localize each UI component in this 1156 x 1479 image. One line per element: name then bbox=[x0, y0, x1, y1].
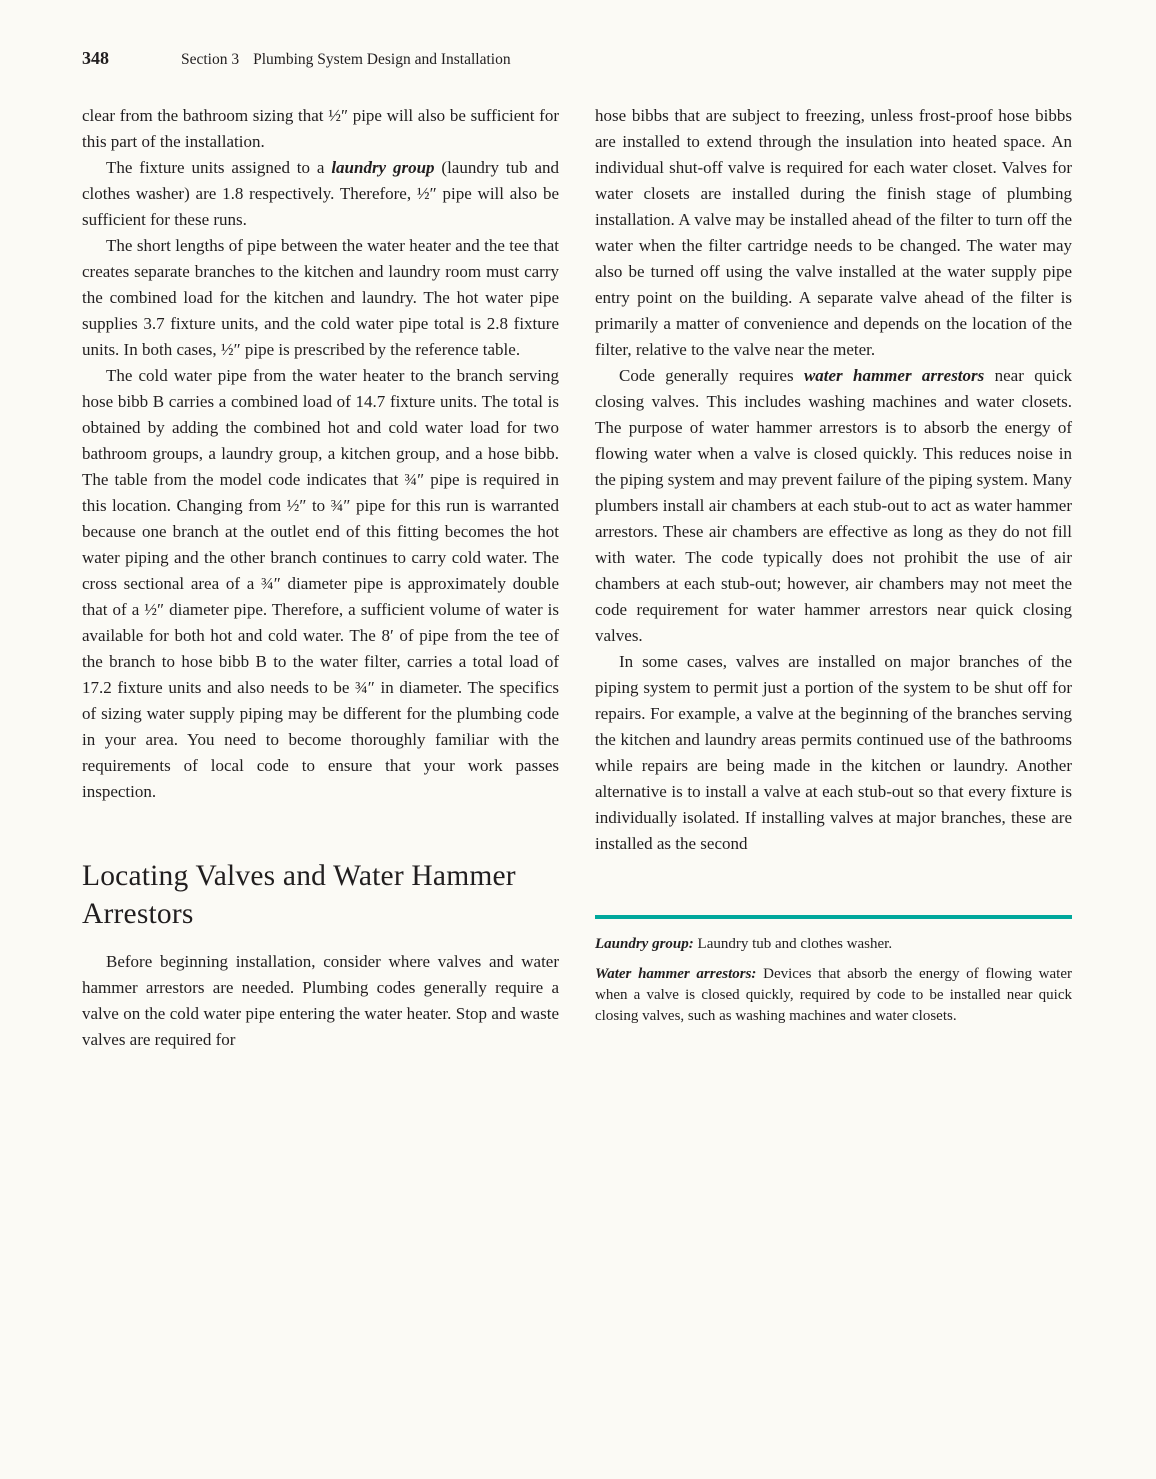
definition-text: Laundry tub and clothes washer. bbox=[693, 936, 893, 952]
paragraph: Before beginning installation, consider where valves and water hammer arrestors are needed. Plumbing codes generally require a valve on the cold water pipe entering the water heater. Stop and waste valves are required for bbox=[82, 952, 559, 1049]
laundry-group-term: laundry group bbox=[331, 158, 435, 177]
page-header bbox=[0, 0, 1156, 69]
page-number: 348 bbox=[82, 48, 109, 68]
two-column-body bbox=[82, 103, 1072, 1053]
text-run: (laundry tub and clothes washer) are 1.8 respectively. Therefore, ½″ pipe will also be sufficient for these runs. bbox=[82, 158, 559, 229]
definitions-box bbox=[595, 915, 1072, 1027]
left-column bbox=[82, 103, 559, 1053]
definition-item bbox=[595, 934, 1072, 955]
section-label: Section 3 bbox=[181, 51, 240, 68]
paragraph: hose bibbs that are subject to freezing, unless frost-proof hose bibbs are installed to extend through the insulation into heated space. An individual shut-off valve is required for each water closet. Valves for water closets are installed during the finish stage of plumbing installation. A valve may be installed ahead of the filter to turn off the water when the filter cartridge needs to be changed. The water may also be turned off using the valve installed at the water supply pipe entry point on the building. A separate valve ahead of the filter is primarily a matter of convenience and depends on the location of the filter, relative to the valve near the meter. bbox=[595, 106, 1072, 359]
paragraph: The cold water pipe from the water heater to the branch serving hose bibb B carries a combined load of 14.7 fixture units. The total is obtained by adding the combined hot and cold water load for two bathroom groups, a laundry group, a kitchen group, and a hose bibb. The table from the model code indicates that ¾″ pipe is required in this location. Changing from ½″ to ¾″ pipe for this run is warranted because one branch at the outlet end of this fitting becomes the hot water piping and the other branch continues to carry cold water. The cross sectional area of a ¾″ diameter pipe is approximately double that of a ½″ diameter pipe. Therefore, a sufficient volume of water is available for both hot and cold water. The 8′ of pipe from the tee of the branch to hose bibb B to the water filter, carries a total load of 17.2 fixture units and also needs to be ¾″ in diameter. The specifics of sizing water supply piping may be different for the plumbing code in your area. You need to become thoroughly familiar with the requirements of local code to ensure that your work passes inspection. bbox=[82, 366, 559, 801]
paragraph: The short lengths of pipe between the water heater and the tee that creates separate branches to the kitchen and laundry room must carry the combined load for the kitchen and laundry. The hot water pipe supplies 3.7 fixture units, and the cold water pipe total is 2.8 fixture units. In both cases, ½″ pipe is prescribed by the reference table. bbox=[82, 236, 559, 359]
definition-item bbox=[595, 964, 1072, 1027]
paragraph bbox=[82, 155, 559, 233]
water-hammer-arrestors-term: water hammer arrestors bbox=[803, 366, 985, 385]
right-column bbox=[595, 103, 1072, 1053]
paragraph bbox=[595, 363, 1072, 649]
text-run: near quick closing valves. This includes washing machines and water closets. The purpose of water hammer arrestors is to absorb the energy of flowing water when a valve is closed quickly. This reduces noise in the piping system and may prevent failure of the piping system. Many plumbers install air chambers at each stub-out to act as water hammer arrestors. These air chambers are effective as long as they do not fill with water. The code typically does not prohibit the use of air chambers at each stub-out; however, air chambers may not meet the code requirement for water hammer arrestors near quick closing valves. bbox=[595, 366, 1072, 645]
paragraph: In some cases, valves are installed on major branches of the piping system to permit just a portion of the system to be shut off for repairs. For example, a valve at the beginning of the branches serving the kitchen and laundry areas permits continued use of the bathrooms while repairs are being made in the kitchen or laundry. Another alternative is to install a valve at each stub-out so that every fixture is individually isolated. If installing valves at major branches, these are installed as the second bbox=[595, 652, 1072, 853]
definition-term: Laundry group: bbox=[595, 936, 694, 952]
definition-text: Devices that absorb the energy of flowing water when a valve is closed quickly, required by code to be installed near quick closing valves, such as washing machines and water closets. bbox=[595, 966, 1072, 1024]
section-title: Plumbing System Design and Installation bbox=[253, 51, 511, 68]
definition-term: Water hammer arrestors: bbox=[595, 966, 757, 982]
text-run: Code generally requires bbox=[619, 366, 804, 385]
text-run: The fixture units assigned to a bbox=[106, 158, 332, 177]
paragraph: clear from the bathroom sizing that ½″ pipe will also be sufficient for this part of the installation. bbox=[82, 106, 559, 151]
definitions-rule bbox=[595, 915, 1072, 919]
section-heading: Locating Valves and Water Hammer Arrestors bbox=[82, 860, 516, 930]
